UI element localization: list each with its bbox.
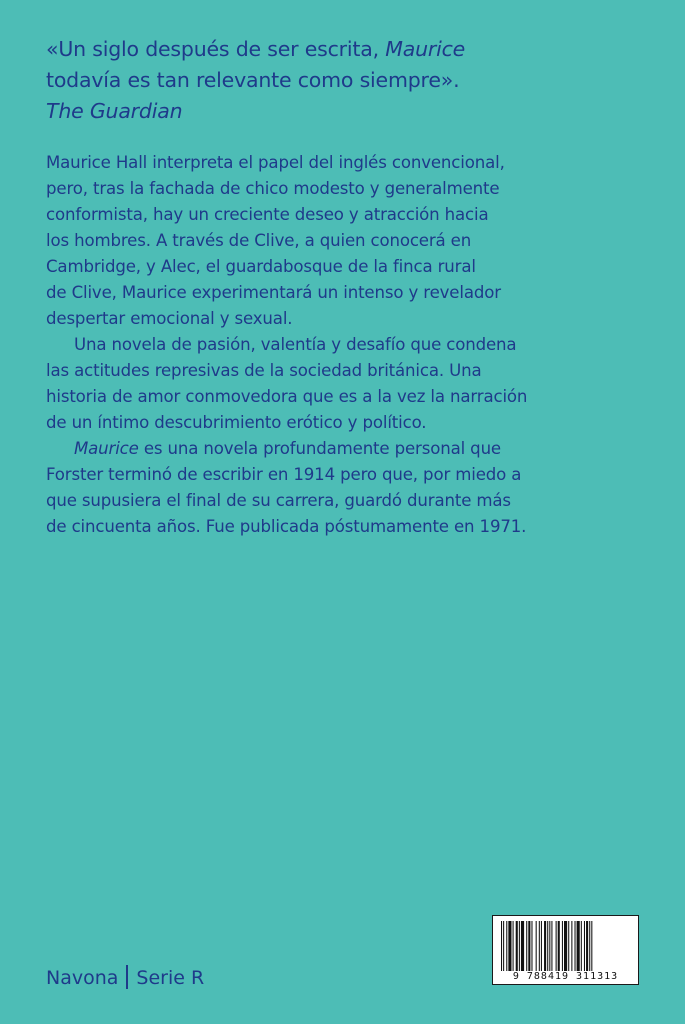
barcode-bars	[501, 921, 631, 971]
imprint-divider	[126, 965, 128, 989]
quote-source-name: The Guardian	[46, 99, 183, 123]
barcode-bar	[506, 921, 507, 971]
synopsis-paragraph-1	[46, 150, 646, 332]
series-name: Serie R	[136, 967, 205, 989]
publisher-logo: Navona	[46, 967, 119, 989]
barcode-bar	[531, 921, 532, 971]
synopsis-line: las actitudes represivas de la sociedad británica. Una	[46, 361, 482, 380]
barcode-bar	[564, 921, 567, 971]
barcode-bar	[589, 921, 590, 971]
barcode-bar	[541, 921, 542, 971]
barcode-bar	[577, 921, 580, 971]
quote-line-2: todavía es tan relevante como siempre».	[46, 68, 460, 92]
synopsis-line: conformista, hay un creciente deseo y atracción hacia	[46, 205, 489, 224]
synopsis-line: despertar emocional y sexual.	[46, 309, 293, 328]
barcode-bar	[519, 921, 520, 971]
publisher-imprint	[46, 964, 204, 992]
synopsis-line: historia de amor conmovedora que es a la vez la narración	[46, 387, 528, 406]
barcode-bar	[528, 921, 530, 971]
barcode-bar	[503, 921, 504, 971]
synopsis-text: es una novela profundamente personal que	[138, 439, 501, 458]
barcode-bar	[571, 921, 572, 971]
quote-source	[46, 96, 646, 127]
barcode-bar	[501, 921, 502, 971]
barcode-bar	[547, 921, 548, 971]
synopsis-line: Una novela de pasión, valentía y desafío que condena	[74, 335, 517, 354]
synopsis-line: de cincuenta años. Fue publicada póstumamente en 1971.	[46, 517, 527, 536]
barcode-bar	[516, 921, 518, 971]
quote-text: «Un siglo después de ser escrita,	[46, 37, 386, 61]
quote-line-1	[46, 34, 646, 65]
barcode-bar	[526, 921, 527, 971]
isbn-digits: 9 788419 311313	[512, 971, 619, 982]
synopsis-line: Forster terminó de escribir en 1914 pero que, por miedo a	[46, 465, 522, 484]
barcode-bar	[581, 921, 582, 971]
barcode-bar	[513, 921, 514, 971]
synopsis-line: Maurice Hall interpreta el papel del inglés convencional,	[46, 153, 505, 172]
synopsis-paragraph-2	[46, 332, 646, 436]
barcode-bar	[568, 921, 569, 971]
barcode-bar	[586, 921, 588, 971]
barcode-bar	[558, 921, 560, 971]
synopsis-line: de un íntimo descubrimiento erótico y político.	[46, 413, 427, 432]
barcode-bar	[562, 921, 563, 971]
barcode-bar	[539, 921, 540, 971]
barcode-bar	[551, 921, 552, 971]
isbn-barcode	[492, 915, 639, 985]
barcode-bar	[591, 921, 592, 971]
barcode-bar	[549, 921, 550, 971]
barcode-bar	[556, 921, 557, 971]
synopsis-line: pero, tras la fachada de chico modesto y generalmente	[46, 179, 500, 198]
cover-quote	[46, 34, 646, 127]
barcode-bar	[536, 921, 537, 971]
synopsis-title-italic: Maurice	[74, 439, 139, 458]
synopsis-line: de Clive, Maurice experimentará un intenso y revelador	[46, 283, 501, 302]
synopsis-paragraph-3	[46, 436, 646, 540]
synopsis-line: los hombres. A través de Clive, a quien conocerá en	[46, 231, 472, 250]
synopsis-line	[46, 436, 646, 462]
synopsis-line: Cambridge, y Alec, el guardabosque de la finca rural	[46, 257, 476, 276]
quote-title-italic: Maurice	[385, 37, 466, 61]
barcode-bar	[584, 921, 585, 971]
synopsis-line: que supusiera el final de su carrera, guardó durante más	[46, 491, 511, 510]
synopsis	[46, 150, 646, 540]
barcode-bar	[544, 921, 546, 971]
barcode-bar	[521, 921, 524, 971]
barcode-bar	[575, 921, 576, 971]
barcode-bar	[508, 921, 511, 971]
